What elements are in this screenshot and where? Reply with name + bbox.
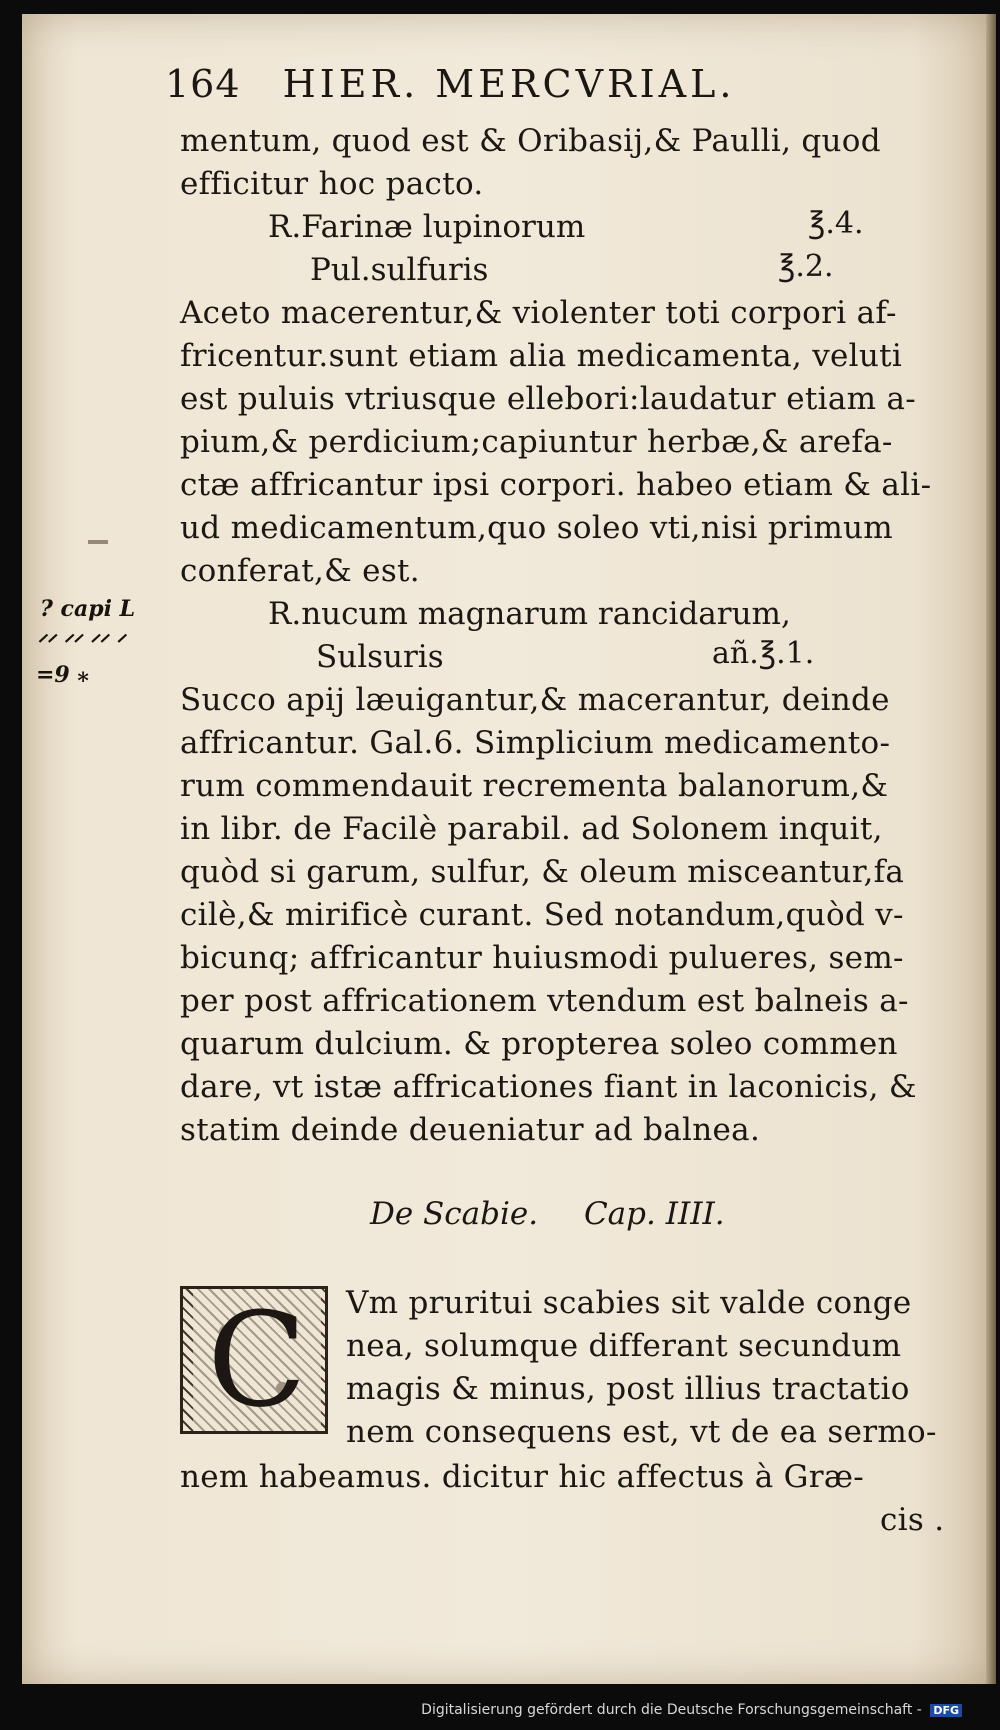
marginal-note-line: ᐟᐟ ᐟᐟ ᐟᐟ ᐟ <box>36 630 125 656</box>
text-line: ud medicamentum,quo soleo vti,nisi primum <box>180 510 893 546</box>
credit-text: Digitalisierung gefördert durch die Deutsche Forschungsgemeinschaft - <box>421 1702 922 1718</box>
text-line: nem habeamus. dicitur hic affectus à Græ- <box>180 1459 865 1495</box>
text-line: fricentur.sunt etiam alia medicamenta, veluti <box>180 338 903 374</box>
text-line: bicunq; affricantur huiusmodi pulueres, sem- <box>180 940 904 976</box>
text-line: nea, solumque differant secundum <box>346 1328 902 1364</box>
text-line: per post affricationem vtendum est balneis a- <box>180 983 909 1019</box>
page-number: 164 <box>165 62 241 106</box>
digitization-credit <box>421 1702 962 1718</box>
chapter-title: De Scabie. <box>370 1196 539 1232</box>
text-line: quarum dulcium. & propterea soleo commen <box>180 1026 898 1062</box>
text-line: Vm pruritui scabies sit valde conge <box>346 1285 912 1321</box>
recipe-ingredient: Pul.sulfuris <box>310 252 489 288</box>
text-line: conferat,& est. <box>180 553 420 589</box>
text-line: statim deinde deueniatur ad balnea. <box>180 1112 761 1148</box>
recipe-quantity: ℥.4. <box>808 206 864 241</box>
text-line: quòd si garum, sulfur, & oleum misceantur,fa <box>180 854 905 890</box>
running-title: HIER. MERCVRIAL. <box>282 62 736 106</box>
text-line: in libr. de Facilè parabil. ad Solonem inquit, <box>180 811 883 847</box>
decorated-initial <box>180 1286 328 1434</box>
text-line: cilè,& mirificè curant. Sed notandum,quòd v- <box>180 897 904 933</box>
text-line: affricantur. Gal.6. Simplicium medicamento- <box>180 725 891 761</box>
text-line: rum commendauit recrementa balanorum,& <box>180 768 889 804</box>
recipe-ingredient: R.nucum magnarum rancidarum, <box>268 596 791 632</box>
text-line: est puluis vtriusque ellebori:laudatur etiam a- <box>180 381 917 417</box>
text-line: nem consequens est, vt de ea sermo- <box>346 1414 937 1450</box>
catchword: cis . <box>880 1502 945 1538</box>
recipe-ingredient: Sulsuris <box>316 639 444 675</box>
ink-mark <box>88 540 108 544</box>
marginal-note-line: =9 ⁎ <box>36 662 89 688</box>
text-line: dare, vt istæ affricationes fiant in laconicis, & <box>180 1069 917 1105</box>
text-line: mentum, quod est & Oribasij,& Paulli, quod <box>180 123 881 159</box>
text-line: pium,& perdicium;capiuntur herbæ,& arefa- <box>180 424 893 460</box>
initial-letter: C <box>193 1289 321 1431</box>
dfg-logo: DFG <box>930 1704 962 1717</box>
recipe-quantity: añ.℥.1. <box>712 636 815 671</box>
text-line: Aceto macerentur,& violenter toti corpori af- <box>180 295 897 331</box>
recipe-ingredient: R.Farinæ lupinorum <box>268 209 586 245</box>
text-line: efficitur hoc pacto. <box>180 166 484 202</box>
page-edge <box>986 14 996 1684</box>
text-line: ctæ affricantur ipsi corpori. habeo etiam & ali- <box>180 467 932 503</box>
text-line: Succo apij læuigantur,& macerantur, deinde <box>180 682 890 718</box>
recipe-quantity: ℥.2. <box>778 249 834 284</box>
running-header <box>165 62 735 106</box>
chapter-number: Cap. IIII. <box>583 1196 725 1232</box>
marginal-note-line: ? capi L <box>40 596 136 622</box>
chapter-heading <box>370 1196 725 1232</box>
text-line: magis & minus, post illius tractatio <box>346 1371 910 1407</box>
